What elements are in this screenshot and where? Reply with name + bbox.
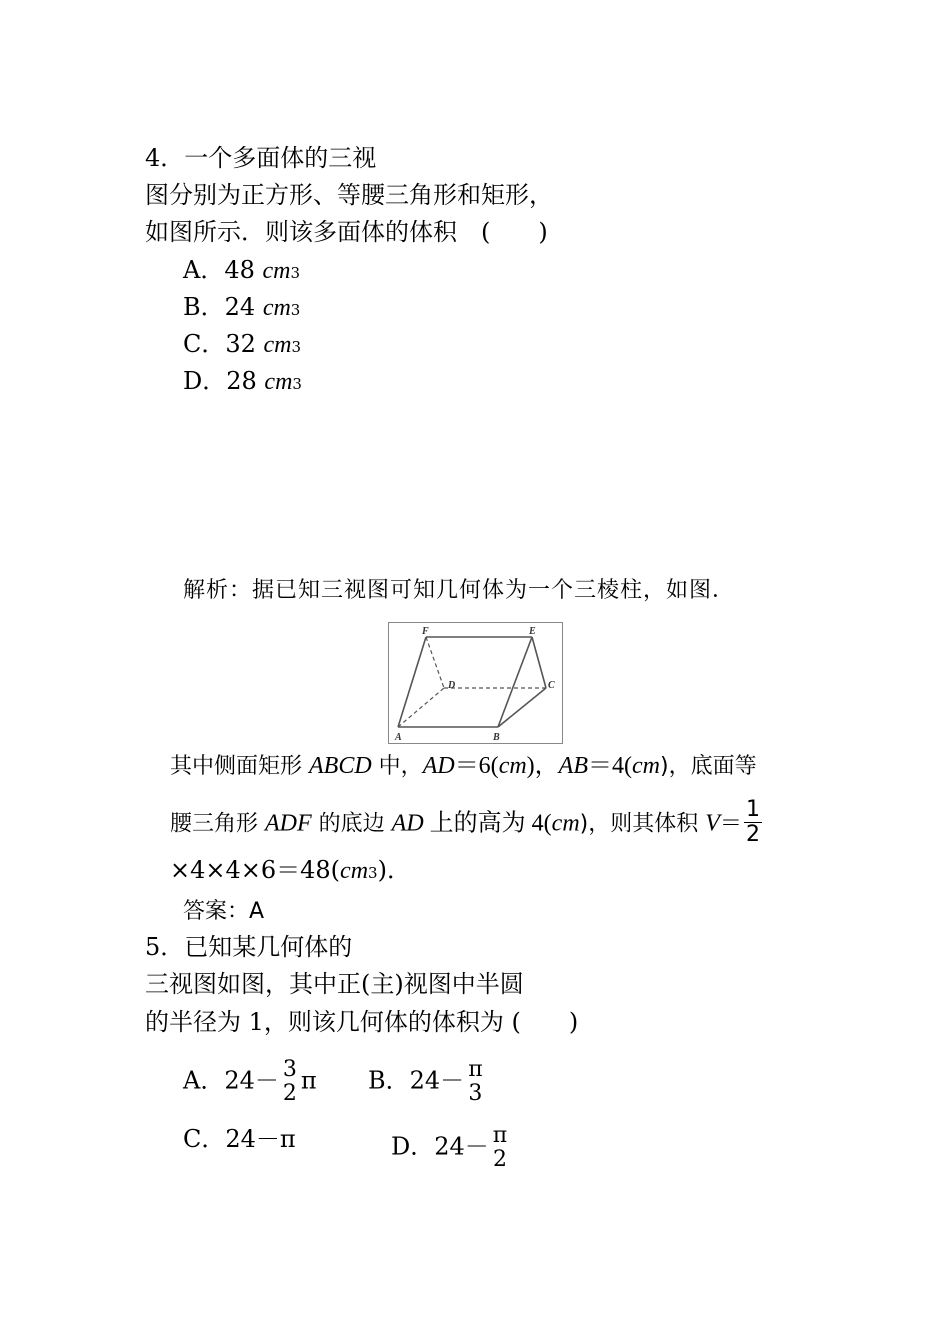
- label-E: E: [529, 626, 536, 637]
- numerator: π: [492, 1123, 508, 1148]
- option-exponent: 3: [291, 338, 302, 356]
- option-label: D．24－: [391, 1132, 489, 1161]
- text: ＝4(: [588, 753, 632, 779]
- denominator: 2: [745, 822, 760, 847]
- option-exponent: 3: [290, 264, 301, 282]
- text: )，则其体积: [579, 811, 699, 837]
- q4-stem-line1: 4．一个多面体的三视: [145, 144, 377, 172]
- var-v: V: [705, 810, 720, 837]
- q4-option-c: [183, 329, 301, 362]
- var-abcd: ABCD: [309, 753, 372, 779]
- q4-option-a: [183, 255, 300, 288]
- q4-option-b: [183, 292, 300, 325]
- label-B: B: [493, 732, 500, 743]
- q5-stem-line3: 的半径为 1，则该几何体的体积为 ( ): [145, 1008, 579, 1036]
- option-label: B．24－: [368, 1066, 465, 1095]
- var-ad: AD: [422, 753, 455, 779]
- text: ＝6(: [454, 753, 499, 779]
- label-C: C: [548, 680, 555, 691]
- option-label: A．24－: [183, 1066, 279, 1095]
- fraction-pi-thirds: [466, 1058, 484, 1106]
- q5-option-a: [183, 1058, 317, 1106]
- numerator: 1: [745, 797, 760, 822]
- option-exponent: 3: [290, 301, 301, 319]
- pi-symbol: π: [300, 1066, 317, 1095]
- q5-option-c: C．24－π: [183, 1125, 296, 1153]
- exponent: 3: [368, 864, 378, 882]
- q4-option-d: [183, 366, 302, 399]
- label-A: A: [395, 732, 402, 743]
- label-F: F: [422, 626, 429, 637]
- var-ab: AB: [558, 753, 588, 779]
- option-label: C．32: [183, 330, 264, 358]
- figure-border: [389, 623, 563, 744]
- q5-option-d: [391, 1124, 511, 1172]
- label-D: D: [448, 680, 456, 691]
- prism-figure: [388, 622, 563, 744]
- q4-stem-line3: 如图所示．则该多面体的体积 ( ): [145, 218, 548, 246]
- text: 其中侧面矩形: [170, 754, 303, 779]
- var-ad: AD: [391, 810, 424, 837]
- denominator: 2: [282, 1081, 297, 1106]
- option-label: D．28: [183, 367, 265, 395]
- text: )，底面等: [659, 754, 757, 779]
- edge-FD: [426, 637, 444, 688]
- denominator: 3: [468, 1081, 483, 1106]
- solution-intro: 解析：据已知三视图可知几何体为一个三棱柱，如图．: [183, 578, 736, 603]
- option-unit: cm: [263, 332, 292, 358]
- solution-line3: [170, 855, 411, 888]
- edge-EC: [532, 637, 546, 688]
- q5-option-b: [368, 1058, 487, 1106]
- numerator: 3: [282, 1057, 297, 1082]
- text: ＝: [719, 811, 742, 837]
- unit-cm: cm: [551, 810, 580, 837]
- numerator: π: [468, 1057, 483, 1082]
- unit-cm: cm: [498, 753, 527, 779]
- unit-cm: cm: [632, 753, 660, 779]
- text: )，: [526, 753, 559, 779]
- option-unit: cm: [262, 258, 291, 284]
- text: 上的高为 4(: [423, 810, 552, 837]
- option-unit: cm: [264, 369, 293, 395]
- unit-cm: cm: [340, 858, 369, 884]
- edge-FA: [398, 637, 426, 727]
- denominator: 2: [493, 1147, 508, 1172]
- q4-stem-line2: 图分别为正方形、等腰三角形和矩形，: [145, 181, 553, 209]
- option-label: A．48: [183, 256, 263, 284]
- var-adf: ADF: [265, 810, 312, 837]
- fraction-pi-halves: [491, 1124, 509, 1172]
- text: )．: [377, 856, 411, 884]
- q5-stem-line2: 三视图如图，其中正(主)视图中半圆: [145, 970, 524, 998]
- fraction-three-halves: [281, 1058, 299, 1106]
- text: 的底边: [311, 811, 385, 837]
- solution-line1: [170, 751, 757, 782]
- text: 中，: [371, 754, 423, 779]
- option-exponent: 3: [292, 375, 302, 393]
- option-label: B．24: [183, 293, 263, 321]
- text: ×4×4×6＝48(: [170, 856, 341, 884]
- text: 腰三角形: [170, 811, 259, 837]
- solution-line2: [170, 797, 764, 849]
- fraction-one-half: [744, 798, 762, 847]
- solution-answer: 答案：A: [183, 899, 265, 924]
- option-unit: cm: [262, 295, 291, 321]
- q5-stem-line1: 5．已知某几何体的: [145, 933, 353, 961]
